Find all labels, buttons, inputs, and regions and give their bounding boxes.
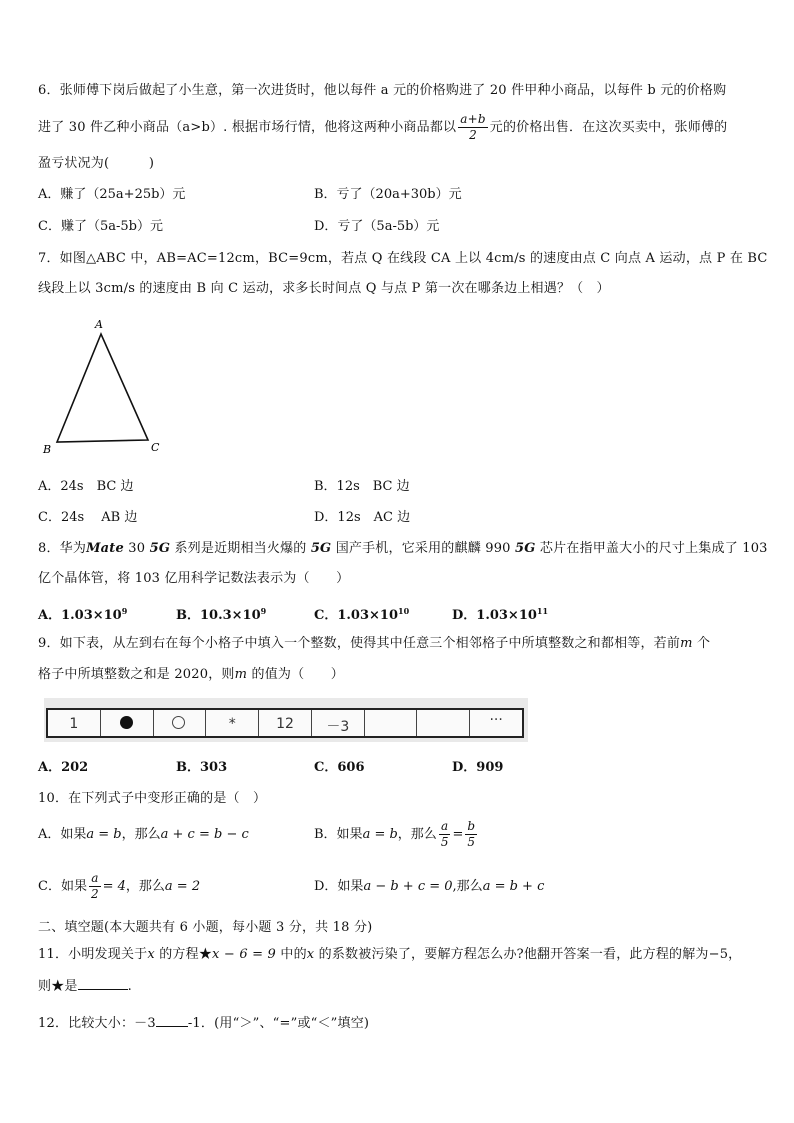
q11-var-x-2: x: [306, 947, 315, 962]
q11-line2: [38, 977, 132, 996]
q10-line1: 10．在下列式子中变形正确的是（ ）: [38, 791, 267, 806]
q6-option-c: C．赚了（5a-5b）元: [38, 219, 163, 234]
q6-frac-den: 2: [469, 128, 477, 142]
q8-option-b-exp: 9: [260, 606, 267, 616]
q10-c-frac-den: 2: [90, 887, 99, 901]
q9-line2-post: 的值为（ ）: [247, 667, 344, 682]
q10-option-b: [314, 816, 479, 854]
q8-option-c: [314, 602, 409, 625]
q10-a-mid: ，那么: [121, 827, 161, 842]
q10-b-frac-2: [465, 819, 477, 850]
q9-var-m-1: m: [680, 636, 693, 651]
q11-text-b: 的方程★: [154, 947, 213, 962]
q8-option-c-base: C．1.03×10: [314, 608, 398, 623]
hollow-circle-icon: [172, 716, 185, 729]
q8-option-b-base: B．10.3×10: [176, 608, 261, 623]
q8-text-e: 系列是近期相当火爆的: [170, 541, 311, 556]
q10-c-mid: ，那么: [125, 879, 165, 894]
q8-option-d: [452, 602, 548, 625]
grid-cell: [206, 710, 259, 736]
q12-post: -1．(用“＞”、“=”或“＜”填空): [187, 1016, 370, 1031]
q6-fraction: [458, 112, 488, 143]
q9-line1: [38, 635, 710, 653]
q6-option-b: B．亏了（20a+30b）元: [314, 187, 462, 202]
q10-option-a: [38, 826, 249, 844]
q10-a-pre: A．如果: [38, 827, 87, 842]
q9-var-m-2: m: [234, 667, 248, 682]
q12-pre: 12．比较大小：－3: [38, 1016, 156, 1031]
q6-option-d: D．亏了（5a-5b）元: [314, 219, 440, 234]
q6-option-a: A．赚了（25a+25b）元: [38, 187, 186, 202]
q10-option-d: [314, 878, 544, 896]
q8-option-a: [38, 602, 127, 625]
vertex-label-a: A: [95, 318, 103, 331]
q10-c-res: a = 2: [164, 879, 201, 894]
q7-option-d: D．12s AC 边: [314, 510, 411, 525]
q12-line: [38, 1014, 369, 1033]
q10-c-eq: = 4: [102, 879, 126, 894]
q11-text-a: 11．小明发现关于: [38, 947, 148, 962]
q7-line1: 7．如图△ABC 中，AB=AC=12cm，BC=9cm，若点 Q 在线段 CA 上以 4cm/s 的速度由点 C 向点 A 运动，点 P 在 BC: [38, 251, 768, 266]
q7-line2: 线段上以 3cm/s 的速度由 B 向 C 运动，求多长时间点 Q 与点 P 第一次在哪条边上相遇？（ ）: [38, 281, 610, 296]
q8-line2: 亿个晶体管，将 103 亿用科学记数法表示为（ ）: [38, 571, 350, 586]
q9-line1-post: 个: [692, 636, 711, 651]
number-grid: [46, 708, 524, 738]
q9-line2: [38, 666, 344, 684]
q10-b-cond: a = b: [362, 827, 398, 842]
vertex-label-c: C: [151, 441, 160, 454]
q6-line2-post: 元的价格出售．在这次买卖中，张师傅的: [489, 120, 728, 135]
number-grid-image: [44, 698, 528, 742]
grid-cell: [365, 710, 418, 736]
q11-var-x-1: x: [147, 947, 155, 962]
q10-c-frac-num: a: [89, 871, 101, 887]
q8-text-c: 30: [123, 541, 150, 556]
q9-option-d: D．909: [452, 760, 504, 775]
q10-c-frac: [89, 871, 101, 902]
vertex-label-b: B: [43, 443, 52, 456]
q9-option-b: B．303: [176, 760, 228, 775]
q10-d-res: a = b + c: [482, 879, 545, 894]
q11-equation: x − 6 = 9: [212, 947, 277, 962]
q6-frac-num: a+b: [460, 112, 486, 126]
q11-text-d: 的系数被污染了，要解方程怎么办?他翻开答案一看，此方程的解为−5，: [314, 947, 742, 962]
grid-cell: [312, 710, 365, 736]
q10-option-c: [38, 868, 200, 906]
q10-d-mid: ,那么: [452, 879, 483, 894]
q11-line1: [38, 946, 741, 964]
grid-cell-value: ···: [489, 712, 503, 728]
q9-line1-pre: 9．如下表，从左到右在每个小格子中填入一个整数，使得其中任意三个相邻格子中所填整数之和都相等，若前: [38, 636, 681, 651]
q6-line3: 盈亏状况为( ): [38, 156, 155, 171]
grid-cell: [48, 710, 101, 736]
q8-option-a-exp: 9: [121, 606, 128, 616]
triangle-figure: [38, 316, 168, 458]
grid-cell-value: 1: [69, 716, 79, 732]
grid-cell: [101, 710, 154, 736]
grid-cell: [417, 710, 470, 736]
q10-b-eq: =: [452, 827, 464, 842]
q8-option-d-exp: 11: [536, 606, 549, 616]
q9-line2-pre: 格子中所填整数之和是 2020，则: [38, 667, 235, 682]
q8-option-c-exp: 10: [398, 606, 410, 616]
q10-b-frac-2-den: 5: [467, 835, 476, 849]
q8-text-5g-1: 5G: [149, 541, 171, 556]
q8-text-5g-2: 5G: [310, 541, 332, 556]
q9-option-c: C．606: [314, 760, 365, 775]
q8-line1: [38, 540, 768, 558]
q12-answer-blank[interactable]: [156, 1014, 188, 1027]
q10-b-mid: ，那么: [397, 827, 437, 842]
q8-text-5g-3: 5G: [515, 541, 536, 556]
q10-b-frac-2-num: b: [467, 819, 476, 833]
q8-text-a: 8．华为: [38, 541, 87, 556]
q10-b-pre: B．如果: [314, 827, 363, 842]
q9-option-a: A．202: [38, 760, 89, 775]
grid-cell-value: 12: [276, 716, 294, 732]
q10-b-frac-1-num: a: [439, 819, 451, 835]
q10-c-pre: C．如果: [38, 879, 87, 894]
q8-text-g: 国产手机，它采用的麒麟 990: [331, 541, 515, 556]
q10-a-res: a + c = b − c: [160, 827, 249, 842]
q8-text-mate: Mate: [86, 541, 124, 556]
grid-cell: [470, 710, 522, 736]
q10-b-frac-1: [439, 819, 451, 850]
grid-cell: [154, 710, 207, 736]
q8-option-d-base: D．1.03×10: [452, 608, 537, 623]
section-2-heading: 二、填空题(本大题共有 6 小题，每小题 3 分，共 18 分): [38, 920, 373, 935]
triangle-abc: [57, 334, 148, 442]
q8-option-b: [176, 602, 266, 625]
q7-option-b: B．12s BC 边: [314, 479, 410, 494]
q10-d-cond: a − b + c = 0: [363, 879, 453, 894]
q10-d-pre: D．如果: [314, 879, 364, 894]
q11-line2-post: .: [127, 979, 132, 994]
q11-line2-pre: 则★是: [38, 979, 78, 994]
grid-cell-value: *: [228, 716, 236, 732]
q11-answer-blank[interactable]: [78, 977, 128, 990]
q6-line2: [38, 112, 727, 143]
q11-text-c: 中的: [276, 947, 307, 962]
q7-option-c: C．24s AB 边: [38, 510, 138, 525]
filled-circle-icon: [120, 716, 133, 729]
q10-a-cond: a = b: [86, 827, 122, 842]
q6-line1: 6．张师傅下岗后做起了小生意，第一次进货时，他以每件 a 元的价格购进了 20 件甲种小商品，以每件 b 元的价格购: [38, 83, 727, 98]
q8-option-a-base: A．1.03×10: [38, 608, 122, 623]
grid-cell: [259, 710, 312, 736]
q6-line2-pre: 进了 30 件乙种小商品（a>b）. 根据市场行情，他将这两种小商品都以: [38, 120, 457, 135]
grid-cell-value: －3: [326, 719, 350, 735]
q8-text-i: 芯片在指甲盖大小的尺寸上集成了 103: [535, 541, 768, 556]
q10-b-frac-1-den: 5: [440, 835, 449, 849]
q7-option-a: A．24s BC 边: [38, 479, 134, 494]
